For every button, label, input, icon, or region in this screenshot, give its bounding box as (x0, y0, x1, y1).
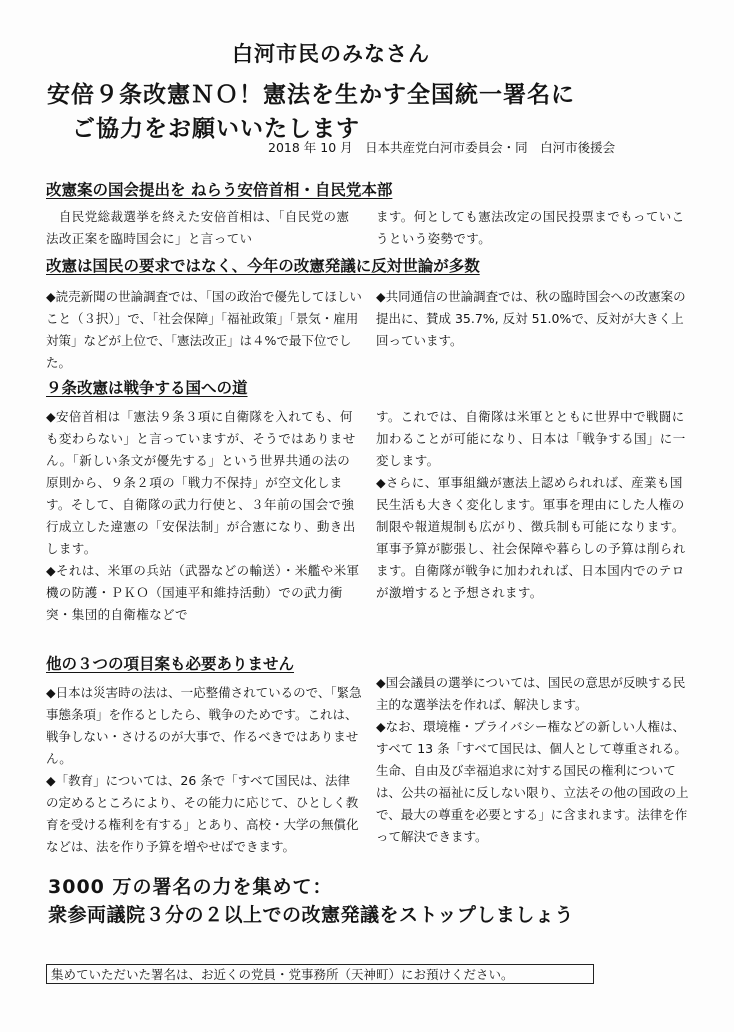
section3-right-paragraph-1: す。これでは、自衛隊は米軍とともに世界中で戦闘に加わることが可能になり、日本は「戦争する国」に一変します。 (376, 409, 686, 468)
title-line-1: 安倍９条改憲ＮＯ！憲法を生かす全国統一署名に (47, 82, 575, 108)
section1-right-paragraph: ます。何としても憲法改定の国民投票までもっていこうという姿勢です。 (376, 209, 685, 246)
footer-note-box (46, 964, 594, 984)
section1-left-text (46, 206, 362, 250)
section1-heading: 改憲案の国会提出を ねらう安倍首相・自民党本部 (46, 181, 393, 199)
section3-right-paragraph-2: ◆さらに、軍事組織が憲法上認められれば、産業も国民生活も大きく変化します。軍事を理由にした人権の制限や報道規制も広がり、徴兵制も可能になります。軍事予算が膨張し、社会保障や暮らしの予算は削られます。自衛隊が戦争に加われれば、日本国内でのテロが激増すると予想されます。 (376, 475, 686, 600)
section1-left-paragraph: 自民党総裁選挙を終えた安倍首相は、「自民党の憲法改正案を臨時国会に」と言ってい (46, 209, 350, 246)
section4-heading: 他の３つの項目案も必要ありません (46, 655, 295, 673)
greeting-heading: 白河市民のみなさん (232, 42, 430, 66)
section4-left-text (46, 682, 362, 858)
title-line-2: ご協力をお願いいたします (72, 116, 360, 142)
section4-right-text (376, 672, 692, 848)
section3-left-paragraph-2: ◆それは、米軍の兵站（武器などの輸送）・米艦や米軍機の防護・ＰＫＯ（国連平和維持活動）での武力衝突・集団的自衛権などで (46, 563, 360, 622)
footer-note: 集めていただいた署名は、お近くの党員・党事務所（天神町）にお預けください。 (51, 967, 514, 982)
byline: 2018 年 10 月 日本共産党白河市委員会・同 白河市後援会 (268, 140, 616, 155)
section2-left-paragraph: ◆読売新聞の世論調査では、「国の政治で優先してほしいこと（３択）」で、「社会保障」「福祉政策」「景気・雇用対策」などが上位で、「憲法改正」は４%で最下位でした。 (46, 289, 362, 370)
section4-right-paragraph-2: ◆なお、環境権・プライバシー権などの新しい人権は、すべて 13 条「すべて国民は、個人として尊重される。生命、自由及び幸福追求に対する国民の権利については、公共の福祉に反しない限り、立法その他の国政の上で、最大の尊重を必要とする」に含まれます。法律を作って解決できます。 (376, 719, 689, 844)
section4-left-paragraph-1: ◆日本は災害時の法は、一応整備されているので、「緊急事態条項」を作るとしたら、戦争のためです。これは、戦争しない・さけるのが大事で、作るべきではありません。 (46, 685, 362, 766)
section2-right-paragraph: ◆共同通信の世論調査では、秋の臨時国会への改憲案の提出に、賛成 35.7%, 反対 51.0%で、反対が大きく上回っています。 (376, 289, 686, 348)
section3-left-text (46, 406, 362, 626)
section2-heading: 改憲は国民の要求ではなく、今年の改憲発議に反対世論が多数 (46, 257, 480, 275)
section3-right-text (376, 406, 692, 604)
section3-left-paragraph-1: ◆安倍首相は「憲法９条３項に自衛隊を入れても、何も変わらない」と言っていますが、そうではありません。「新しい条文が優先する」という世界共通の法の原則から、９条２項の「戦力不保持」が空文化します。そして、自衛隊の武力行使と、３年前の国会で強行成立した違憲の「安保法制」が合憲になり、動き出します。 (46, 409, 356, 556)
section2-right-text (376, 286, 692, 352)
section4-left-paragraph-2: ◆「教育」については、26 条で「すべて国民は、法律の定めるところにより、その能力に応じて、ひとしく教育を受ける権利を有する」とあり、高校・大学の無償化などは、法を作り予算を増やせばできます。 (46, 773, 359, 854)
section3-heading: ９条改憲は戦争する国への道 (46, 379, 248, 397)
section1-right-text (376, 206, 692, 250)
section4-right-paragraph-1: ◆国会議員の選挙については、国民の意思が反映する民主的な選挙法を作れば、解決します。 (376, 675, 686, 712)
slogan-line-2: 衆参両議院３分の２以上での改憲発議をストップしましょう (48, 904, 574, 926)
slogan-line-1: 3000 万の署名の力を集めて： (48, 876, 333, 898)
section2-left-text (46, 286, 362, 374)
